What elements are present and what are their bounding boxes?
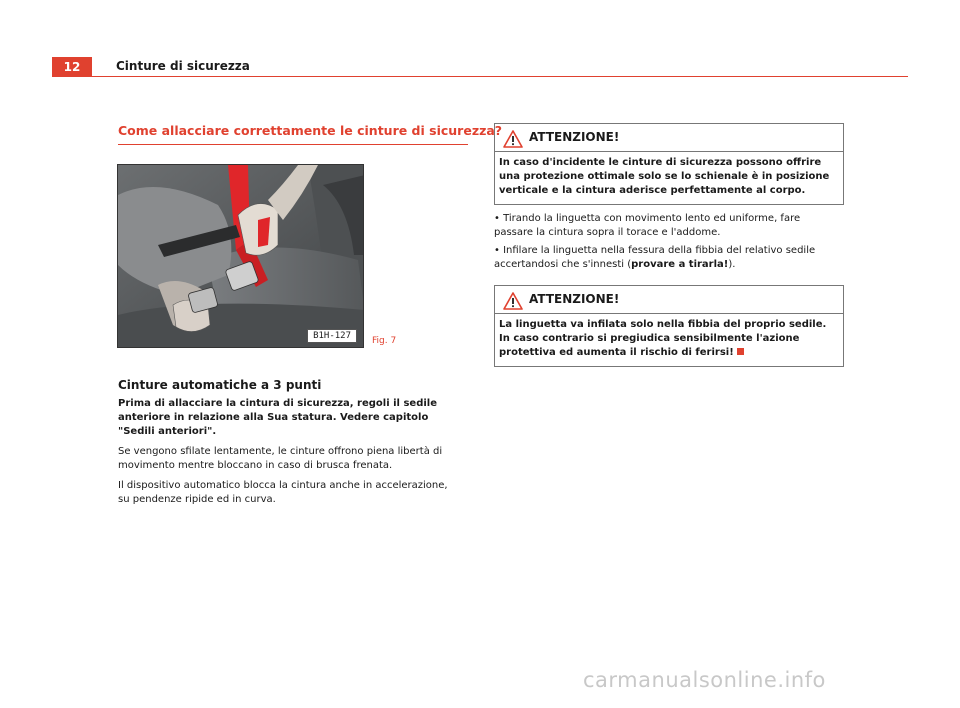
warning-title: ATTENZIONE!	[529, 130, 620, 144]
warning-text: In caso d'incidente le cinture di sicurezza possono offrire una protezione ottimale solo se lo schienale è in posizione verticale e la cintura aderisce perfettamente al corpo.	[499, 157, 830, 196]
paragraph-1: Se vengono sfilate lentamente, le cinture offrono piena libertà di movimento mentre bloccano in caso di brusca frenata.	[118, 446, 443, 471]
bullet-2	[494, 244, 842, 272]
warning-box-2	[494, 285, 844, 367]
watermark: carmanualsonline.info	[583, 668, 826, 692]
warning-title: ATTENZIONE!	[529, 292, 620, 306]
section-title: Come allacciare correttamente le cinture di sicurezza?	[118, 123, 468, 145]
warning-triangle-icon	[503, 292, 523, 310]
figure-code: B1H-127	[307, 329, 357, 343]
paragraph-2: Il dispositivo automatico blocca la cintura anche in accelerazione, su pendenze ripide ed in curva.	[118, 480, 448, 505]
warning-header	[495, 124, 843, 152]
subsection-heading: Cinture automatiche a 3 punti	[118, 378, 322, 392]
right-text-block	[494, 212, 842, 276]
page-number: 12	[52, 57, 92, 77]
seatbelt-buckle-illustration	[118, 165, 364, 348]
bullet-2-emphasis: provare a tirarla!	[631, 259, 729, 270]
warning-header	[495, 286, 843, 314]
warning-triangle-icon	[503, 130, 523, 148]
warning-box-1	[494, 123, 844, 205]
end-of-section-square	[737, 348, 744, 355]
bullet-2-text: • Infilare la linguetta nella fessura della fibbia del relativo sedile accertandosi che s'innesti (	[494, 245, 816, 270]
figure-seatbelt	[117, 164, 364, 348]
figure-label: Fig. 7	[372, 336, 397, 346]
bullet-1: • Tirando la linguetta con movimento lento ed uniforme, fare passare la cintura sopra il torace e l'addome.	[494, 213, 801, 238]
intro-paragraph: Prima di allacciare la cintura di sicurezza, regoli il sedile anteriore in relazione alla Sua statura. Vedere capitolo "Sedili anteriori".	[118, 398, 437, 437]
bullet-2-suffix: ).	[728, 259, 736, 270]
left-text-block	[118, 397, 448, 513]
chapter-title: Cinture di sicurezza	[116, 59, 250, 73]
warning-2-text: La linguetta va infilata solo nella fibbia del proprio sedile. In caso contrario si pregiudica sensibilmente l'azione protettiva ed aumenta il rischio di ferirsi!	[499, 319, 827, 358]
page-header	[52, 57, 908, 77]
warning-text-2	[495, 314, 843, 366]
